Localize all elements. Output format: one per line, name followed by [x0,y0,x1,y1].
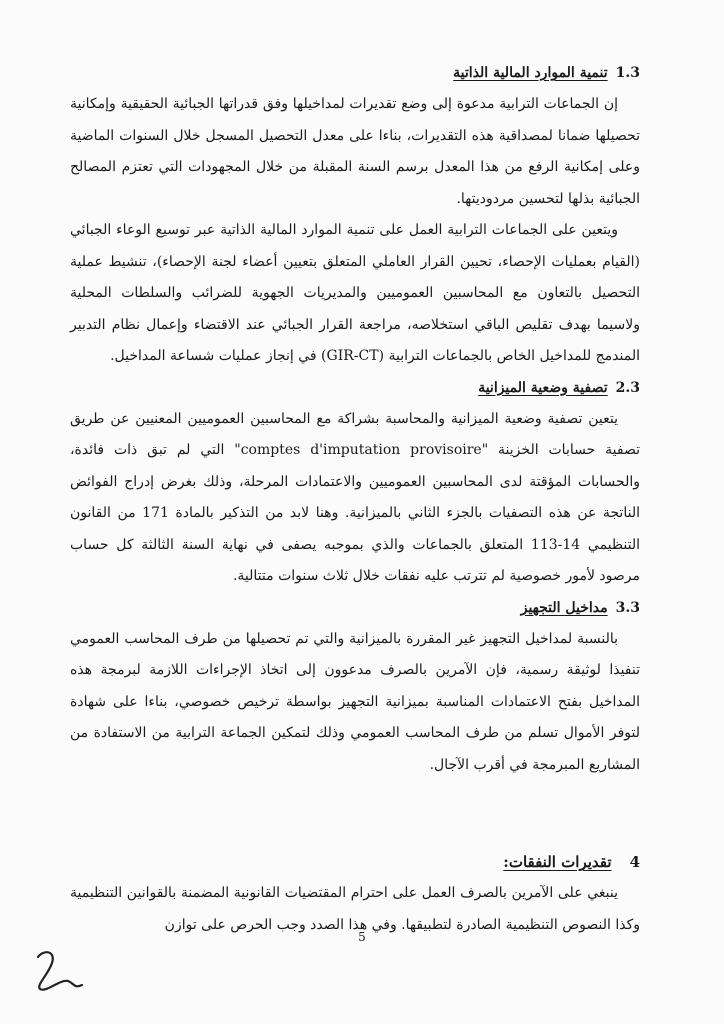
paragraph: ينبغي على الآمرين بالصرف العمل على احترام المقتضيات القانونية المضمنة بالقوانين التنظيمية وكذا النصوص التنظيمية الصادرة لتطبيقها. وفي هذا الصدد وجب الحرص على توازن [70,885,640,933]
handwritten-mark [30,945,90,995]
section-title: تصفية وضعية الميزانية [478,379,608,396]
paragraph: يتعين تصفية وضعية الميزانية والمحاسبة بشراكة مع المحاسبين العموميين المعنيين عن طريق تصفية حسابات الخزينة "comptes d'imputation provisoire" التي لم تبق ذات فائدة، والحسابات المؤقتة لدى المحاسبين العموميين والاعتمادات المرحلة، وذلك بغرض إدراج الفوائض الناتجة عن هذه التصفيات بالجزء الثاني بالميزانية. وهنا لابد من التذكير بالمادة 171 من القانون التنظيمي 14-113 المتعلق بالجماعات والذي بموجبه يصفى في نهاية السنة الثالثة كل حساب مرصود لأمور خصوصية لم تترتب عليه نفقات خلال ثلاث سنوات متتالية. [70,410,640,584]
paragraph: إن الجماعات الترابية مدعوة إلى وضع تقديرات لمداخيلها وفق قدراتها الجبائية الحقيقية وإمكانية تحصيلها ضمانا لمصداقية هذه التقديرات، بناءا على معدل التحصيل المسجل خلال السنوات الماضية وعلى إمكانية الرفع من هذا المعدل برسم السنة المقبلة من خلال المجهودات التي تعتزم المصالح الجبائية بذلها لتحسين مردوديتها. [70,96,640,207]
section-heading-1-3 [70,58,640,89]
section-heading-4 [70,847,640,878]
section-heading-2-3 [70,373,640,404]
paragraph: ويتعين على الجماعات الترابية العمل على تنمية الموارد المالية الذاتية عبر توسيع الوعاء الجبائي (القيام بعمليات الإحصاء، تحيين القرار العاملي المتعلق بتعيين أعضاء لجنة الإحصاء)، تنشيط عملية التحصيل بالتعاون مع المحاسبين العموميين والمديريات الجهوية للضرائب والسلطات المحلية ولاسيما بهدف تقليص الباقي استخلاصه، مراجعة القرار الجبائي عند الاقتضاء وإعمال نظام التدبير المندمج للمداخيل الخاص بالجماعات الترابية (GIR-CT) في إنجاز عمليات شساعة المداخيل. [70,222,640,364]
section-title: مداخيل التجهيز [520,599,608,616]
paragraph: بالنسبة لمداخيل التجهيز غير المقررة بالميزانية والتي تم تحصيلها من طرف المحاسب العمومي تنفيذا لوثيقة رسمية، فإن الآمرين بالصرف مدعوون إلى اتخاذ الإجراءات اللازمة لبرمجة هذه المداخيل بفتح الاعتمادات المناسبة بميزانية التجهيز بواسطة ترخيص خصوصي، بناءا على شهادة لتوفر الأموال تسلم من طرف المحاسب العمومي وذلك لتمكين الجماعة الترابية من الاستفادة من المشاريع المبرمجة في أقرب الآجال. [70,630,640,773]
page-number: 5 [358,930,366,944]
section-heading-3-3 [70,593,640,624]
section-number: 4 [629,853,640,871]
document-body [70,58,640,941]
section-number: 1.3 [615,65,640,81]
section-number: 3.3 [615,599,640,616]
section-number: 2.3 [615,379,640,396]
section-title: تنمية الموارد المالية الذاتية [453,65,608,81]
section-title: تقديرات النفقات: [503,853,612,871]
